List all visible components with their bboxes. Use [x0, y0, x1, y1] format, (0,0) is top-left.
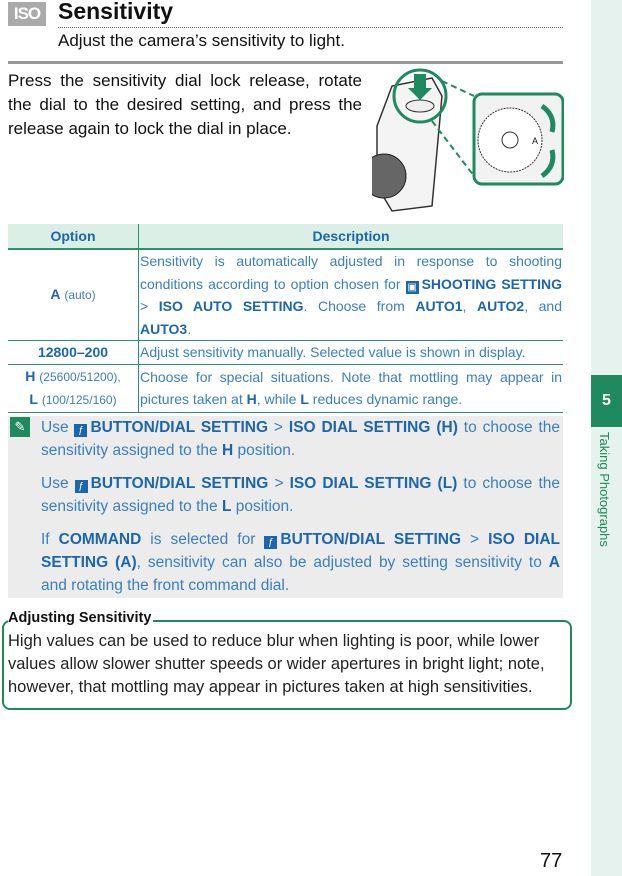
option-cell: A (auto)	[8, 249, 139, 341]
wrench-icon: ƒ	[264, 536, 277, 549]
description-cell: Choose for special situations. Note that mottling may appear in pictures taken at H, while L reduces dynamic range.	[139, 364, 564, 412]
dial-label-a: A	[532, 136, 539, 146]
chapter-tab[interactable]: 5	[591, 375, 622, 427]
header-rule	[8, 61, 563, 64]
callout-title: Adjusting Sensitivity	[8, 610, 152, 626]
column-header-option: Option	[8, 224, 139, 249]
wrench-icon: ƒ	[75, 480, 88, 493]
camera-dial-illustration	[372, 66, 564, 212]
note-item: Use ƒ BUTTON/DIAL SETTING > ISO DIAL SETTING (H) to choose the sensitivity assigned to the H position.	[41, 419, 561, 459]
iso-icon: ISO	[8, 2, 46, 26]
chapter-label: Taking Photographs	[597, 432, 612, 547]
option-cell: 12800–200	[8, 341, 139, 365]
table-header-row	[8, 224, 563, 249]
note-icon: ✎	[10, 417, 30, 437]
callout-text: High values can be used to reduce blur when lighting is poor, while lower values allow slower shutter speeds or wider apertures in bright light; note, however, that mottling may appear in pictures taken at high sensitivities.	[8, 632, 545, 696]
description-cell: Adjust sensitivity manually. Selected value is shown in display.	[139, 341, 564, 365]
table-row	[8, 341, 563, 365]
page-subtitle: Adjust the camera’s sensitivity to light.	[58, 31, 345, 50]
note-item: If COMMAND is selected for ƒ BUTTON/DIAL SETTING > ISO DIAL SETTING (A), sensitivity can also be adjusted by setting sensitivity to A and rotating the front command dial.	[41, 531, 561, 594]
note-item: Use ƒ BUTTON/DIAL SETTING > ISO DIAL SETTING (L) to choose the sensitivity assigned to the L position.	[41, 475, 561, 515]
table-row	[8, 364, 563, 412]
wrench-icon: ƒ	[74, 424, 87, 437]
description-cell: Sensitivity is automatically adjusted in response to shooting conditions according to option chosen for ▣ SHOOTING SETTING > ISO AUTO SETTING. Choose from AUTO1, AUTO2, and AUTO3.	[139, 249, 564, 341]
option-cell: H (25600/51200), L (100/125/160)	[8, 364, 139, 412]
options-table	[8, 224, 563, 413]
table-row	[8, 249, 563, 341]
camera-icon: ▣	[407, 281, 417, 293]
intro-paragraph: Press the sensitivity dial lock release, rotate the dial to the desired setting, and press the release again to lock the dial in place.	[8, 71, 362, 138]
page-title: Sensitivity	[58, 0, 174, 24]
column-header-description: Description	[139, 224, 564, 249]
title-divider	[58, 27, 563, 28]
page-number: 77	[540, 850, 563, 872]
